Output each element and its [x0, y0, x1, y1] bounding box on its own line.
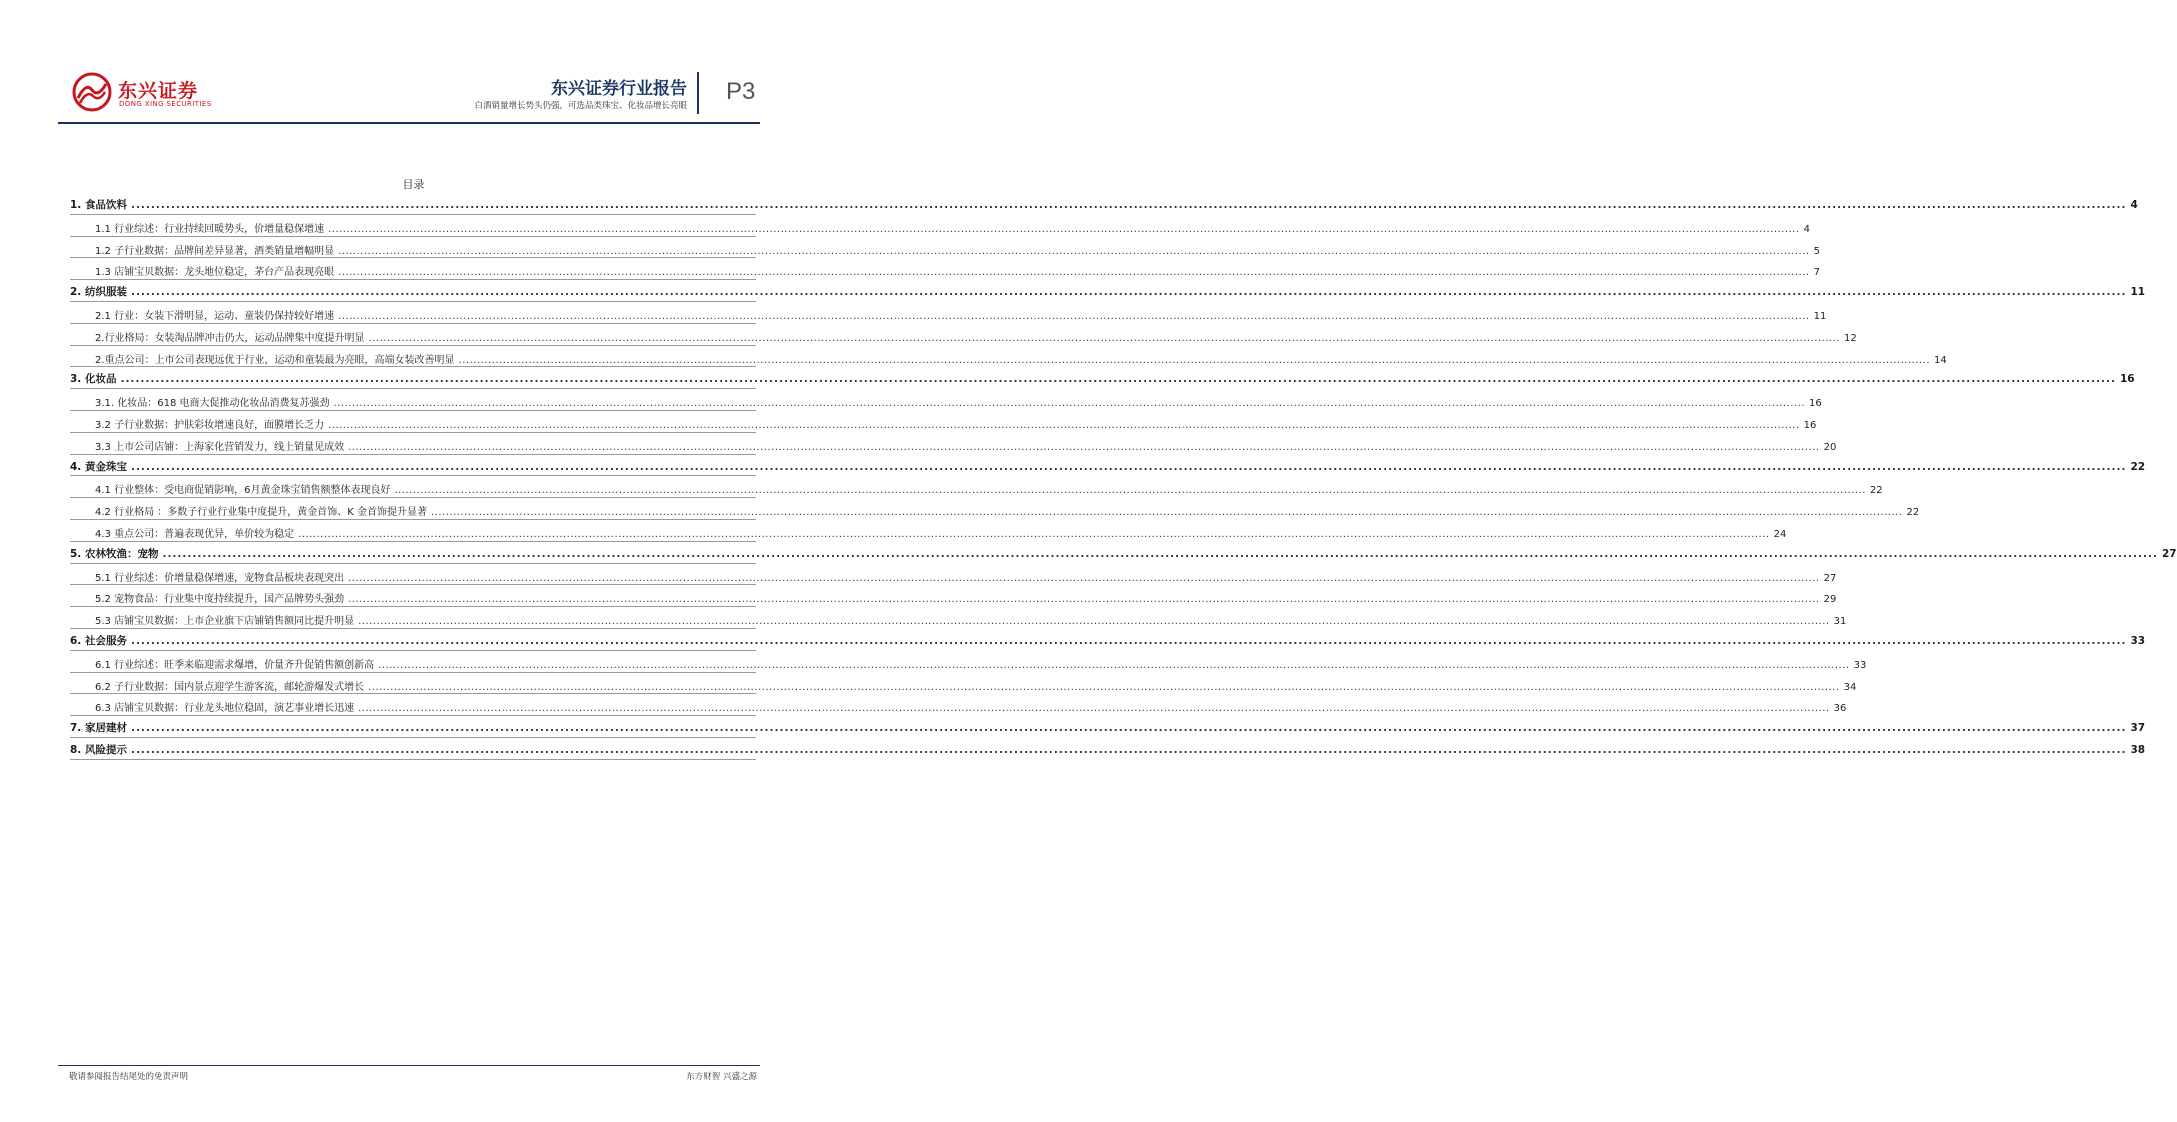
- toc-entry-page: 7: [1813, 267, 1820, 279]
- footer-disclaimer: 敬请参阅报告结尾处的免责声明: [69, 1072, 189, 1082]
- toc-entry-page: 31: [1833, 616, 1847, 628]
- toc-entry-title: 3.3 上市公司店铺：上海家化营销发力，线上销量见成效: [95, 441, 345, 453]
- toc-leader-dots: ................................................................................................................................................................................................................................................................................................................................................................................................................: [394, 485, 1866, 497]
- report-title: 东兴证券行业报告: [551, 79, 687, 99]
- toc-leader-dots: ................................................................................................................................................................................................................................................................................................................................................................................................................: [358, 703, 1830, 715]
- page-number: P3: [726, 78, 756, 105]
- toc-section-entry[interactable]: [70, 455, 2146, 477]
- toc-subsection-entry[interactable]: [70, 498, 1920, 520]
- toc-entry-page: 4: [1803, 223, 1810, 235]
- footer-rule: [58, 1065, 760, 1066]
- toc-entry-title: 1.1 行业综述：行业持续回暖势头，价增量稳保增速: [95, 223, 325, 235]
- toc-entry-title: 1.3 店铺宝贝数据：龙头地位稳定，茅台产品表现亮眼: [95, 267, 335, 279]
- toc-section-entry[interactable]: [70, 193, 2138, 215]
- toc-leader-dots: ................................................................................................................................................................................................................................................................................................................................................................................................................: [130, 743, 2127, 756]
- toc-entry-title: 5.3 店铺宝贝数据：上市企业旗下店铺销售额同比提升明显: [95, 616, 355, 628]
- toc-subsection-entry[interactable]: [70, 585, 1837, 607]
- toc-entry-title: 2.行业格局：女装淘品牌冲击仍大，运动品牌集中度提升明显: [95, 332, 365, 344]
- toc-leader-dots: ................................................................................................................................................................................................................................................................................................................................................................................................................: [358, 616, 1830, 628]
- toc-subsection-entry[interactable]: [70, 215, 1810, 237]
- toc-leader-dots: ................................................................................................................................................................................................................................................................................................................................................................................................................: [328, 419, 1800, 431]
- toc-subsection-entry[interactable]: [70, 476, 1883, 498]
- toc-heading: 目录: [402, 178, 425, 191]
- toc-leader-dots: ................................................................................................................................................................................................................................................................................................................................................................................................................: [368, 332, 1841, 344]
- toc-entry-page: 27: [1823, 572, 1837, 584]
- toc-subsection-entry[interactable]: [70, 237, 1820, 259]
- logo-chinese-name: 东兴证券: [118, 80, 199, 102]
- toc-entry-page: 22: [1869, 485, 1883, 497]
- logo-english-name: DONG XING SECURITIES: [119, 100, 212, 108]
- toc-leader-dots: ................................................................................................................................................................................................................................................................................................................................................................................................................: [130, 722, 2127, 735]
- toc-entry-page: 16: [1809, 398, 1822, 410]
- toc-leader-dots: ................................................................................................................................................................................................................................................................................................................................................................................................................: [338, 310, 1810, 322]
- toc-subsection-entry[interactable]: [70, 433, 1837, 455]
- toc-entry-title: 2.1 行业：女装下滑明显，运动、童装仍保持较好增速: [95, 310, 335, 322]
- toc-section-entry[interactable]: [70, 367, 2135, 389]
- toc-section-entry[interactable]: [70, 629, 2146, 651]
- toc-entry-title: 1.2 子行业数据：品牌间差异显著，酒类销量增幅明显: [95, 245, 335, 257]
- toc-entry-title: 4. 黄金珠宝: [70, 460, 127, 473]
- toc-entry-title: 4.1 行业整体：受电商促销影响，6月黄金珠宝销售额整体表现良好: [95, 485, 391, 497]
- toc-subsection-entry[interactable]: [70, 346, 1947, 368]
- toc-entry-page: 37: [2130, 722, 2146, 735]
- toc-entry-page: 11: [2130, 286, 2146, 299]
- toc-entry-page: 5: [1813, 245, 1820, 257]
- toc-leader-dots: ................................................................................................................................................................................................................................................................................................................................................................................................................: [458, 354, 1931, 366]
- company-logo: [72, 72, 212, 112]
- toc-entry-title: 1. 食品饮料: [70, 199, 127, 211]
- toc-entry-title: 5.2 宠物食品：行业集中度持续提升，国产品牌势头强劲: [95, 594, 345, 606]
- toc-entry-page: 4: [2130, 199, 2138, 211]
- toc-leader-dots: ................................................................................................................................................................................................................................................................................................................................................................................................................: [162, 547, 2158, 560]
- toc-entry-title: 4.3 重点公司：普遍表现优异，单价较为稳定: [95, 528, 295, 540]
- toc-entry-title: 6.2 子行业数据：国内景点迎学生游客流，邮轮游爆发式增长: [95, 681, 365, 693]
- toc-section-entry[interactable]: [70, 542, 2177, 564]
- toc-subsection-entry[interactable]: [70, 607, 1847, 629]
- toc-subsection-entry[interactable]: [70, 564, 1837, 586]
- toc-leader-dots: ................................................................................................................................................................................................................................................................................................................................................................................................................: [348, 594, 1820, 606]
- toc-leader-dots: ................................................................................................................................................................................................................................................................................................................................................................................................................: [130, 460, 2127, 473]
- toc-leader-dots: ................................................................................................................................................................................................................................................................................................................................................................................................................: [348, 441, 1820, 453]
- toc-entry-page: 20: [1823, 441, 1837, 453]
- toc-subsection-entry[interactable]: [70, 258, 1820, 280]
- toc-section-entry[interactable]: [70, 738, 2146, 760]
- toc-section-entry[interactable]: [70, 716, 2146, 738]
- toc-entry-title: 2. 纺织服装: [70, 286, 127, 299]
- toc-leader-dots: ................................................................................................................................................................................................................................................................................................................................................................................................................: [120, 373, 2116, 386]
- toc-entry-page: 34: [1843, 681, 1857, 693]
- toc-leader-dots: ................................................................................................................................................................................................................................................................................................................................................................................................................: [348, 572, 1820, 584]
- toc-entry-page: 38: [2130, 743, 2146, 756]
- toc-entry-page: 16: [2119, 373, 2135, 386]
- toc-entry-page: 33: [1853, 659, 1867, 671]
- toc-leader-dots: ................................................................................................................................................................................................................................................................................................................................................................................................................: [130, 199, 2127, 211]
- toc-entry-page: 29: [1823, 594, 1837, 606]
- toc-subsection-entry[interactable]: [70, 411, 1817, 433]
- toc-entry-page: 22: [1906, 507, 1920, 519]
- toc-entry-page: 12: [1844, 332, 1857, 344]
- toc-entry-page: 27: [2161, 547, 2177, 560]
- toc-subsection-entry[interactable]: [70, 389, 1822, 411]
- toc-subsection-entry[interactable]: [70, 324, 1857, 346]
- report-subtitle: 白酒销量增长势头仍强，可选品类珠宝、化妆品增长亮眼: [474, 101, 687, 111]
- toc-entry-page: 14: [1934, 354, 1947, 366]
- toc-leader-dots: ................................................................................................................................................................................................................................................................................................................................................................................................................: [338, 245, 1810, 257]
- toc-leader-dots: ................................................................................................................................................................................................................................................................................................................................................................................................................: [130, 286, 2127, 299]
- toc-entry-title: 5.1 行业综述：价增量稳保增速，宠物食品板块表现突出: [95, 572, 345, 584]
- toc-leader-dots: ................................................................................................................................................................................................................................................................................................................................................................................................................: [378, 659, 1850, 671]
- header-divider: [697, 72, 699, 114]
- toc-leader-dots: ................................................................................................................................................................................................................................................................................................................................................................................................................: [338, 267, 1810, 279]
- toc-entry-title: 4.2 行业格局 ：多数子行业行业集中度提升，黄金首饰、K 金首饰提升显著: [95, 507, 427, 519]
- toc-subsection-entry[interactable]: [70, 651, 1867, 673]
- toc-leader-dots: ................................................................................................................................................................................................................................................................................................................................................................................................................: [333, 398, 1806, 410]
- toc-entry-title: 6.1 行业综述：旺季来临迎需求爆增，价量齐升促销售额创新高: [95, 659, 375, 671]
- toc-leader-dots: ................................................................................................................................................................................................................................................................................................................................................................................................................: [368, 681, 1840, 693]
- toc-subsection-entry[interactable]: [70, 520, 1787, 542]
- footer-slogan: 东方财智 兴盛之源: [686, 1072, 757, 1082]
- toc-section-entry[interactable]: [70, 280, 2146, 302]
- toc-entry-page: 24: [1773, 528, 1787, 540]
- toc-entry-title: 3.1. 化妆品：618 电商大促推动化妆品消费复苏强劲: [95, 398, 330, 410]
- toc-entry-title: 8. 风险提示: [70, 743, 127, 756]
- toc-entry-page: 36: [1833, 703, 1847, 715]
- toc-entry-title: 3.2 子行业数据：护肤彩妆增速良好，面膜增长乏力: [95, 419, 325, 431]
- table-of-contents: [70, 193, 2177, 760]
- toc-entry-title: 6.3 店铺宝贝数据：行业龙头地位稳固，演艺事业增长迅速: [95, 703, 355, 715]
- toc-leader-dots: ................................................................................................................................................................................................................................................................................................................................................................................................................: [328, 223, 1800, 235]
- toc-entry-title: 2.重点公司：上市公司表现远优于行业，运动和童装最为亮眼，高端女装改善明显: [95, 354, 455, 366]
- header-rule: [58, 122, 760, 124]
- toc-entry-page: 16: [1803, 419, 1817, 431]
- toc-entry-title: 6. 社会服务: [70, 634, 127, 647]
- toc-leader-dots: ................................................................................................................................................................................................................................................................................................................................................................................................................: [130, 634, 2127, 647]
- toc-entry-title: 7. 家居建材: [70, 722, 127, 735]
- toc-leader-dots: ................................................................................................................................................................................................................................................................................................................................................................................................................: [431, 507, 1903, 519]
- toc-entry-page: 11: [1813, 310, 1827, 322]
- dongxing-logo-icon: [72, 72, 112, 112]
- toc-entry-title: 5. 农林牧渔：宠物: [70, 547, 159, 560]
- toc-entry-title: 3. 化妆品: [70, 373, 117, 386]
- toc-entry-page: 33: [2130, 634, 2146, 647]
- toc-subsection-entry[interactable]: [70, 302, 1827, 324]
- toc-leader-dots: ................................................................................................................................................................................................................................................................................................................................................................................................................: [298, 528, 1770, 540]
- toc-subsection-entry[interactable]: [70, 694, 1847, 716]
- toc-entry-page: 22: [2130, 460, 2146, 473]
- toc-subsection-entry[interactable]: [70, 673, 1857, 695]
